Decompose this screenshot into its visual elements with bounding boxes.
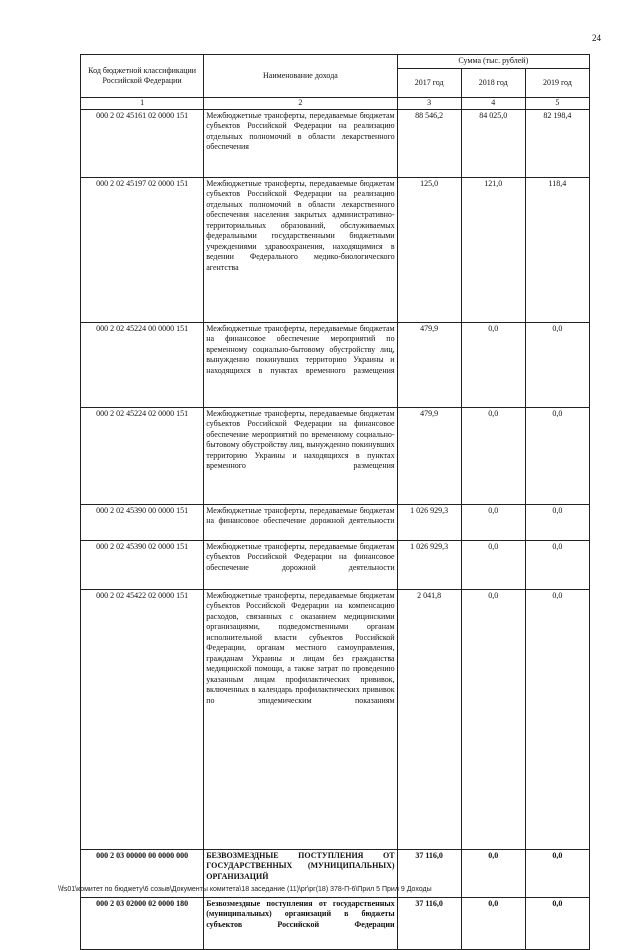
column-index: 4 — [461, 98, 525, 110]
row-value-2018: 0,0 — [461, 589, 525, 849]
row-name: Межбюджетные трансферты, передаваемые бюджетам субъектов Российской Федерации на реализацию отдельных полномочий в области лекарственного обеспечения населения закрытых административно-территориальных образований, обслуживаемых федеральными государственными бюджетными учреждениями здравоохранения, находящимися в ведении Федерального медико-биологического агентства — [204, 177, 397, 322]
row-code: 000 2 02 45224 00 0000 151 — [81, 322, 204, 407]
row-value-2017: 88 546,2 — [397, 109, 461, 177]
row-value-2017: 37 116,0 — [397, 897, 461, 949]
column-index: 5 — [525, 98, 589, 110]
row-code: 000 2 03 02000 02 0000 180 — [81, 897, 204, 949]
row-code: 000 2 02 45161 02 0000 151 — [81, 109, 204, 177]
table-row — [81, 504, 590, 540]
row-value-2019: 0,0 — [525, 897, 589, 949]
row-name: Межбюджетные трансферты, передаваемые бюджетам субъектов Российской Федерации на финансовое обеспечение мероприятий по временному социально-бытовому обустройству лиц, вынужденно покинувших территорию Украины и находящихся в пунктах временного размещения — [204, 407, 397, 504]
row-value-2017: 37 116,0 — [397, 849, 461, 897]
row-value-2018: 0,0 — [461, 504, 525, 540]
header-sum: Сумма (тыс. рублей) — [397, 55, 589, 69]
row-value-2019: 0,0 — [525, 407, 589, 504]
row-value-2018: 84 025,0 — [461, 109, 525, 177]
header-name: Наименование дохода — [204, 55, 397, 98]
page-number: 24 — [592, 33, 601, 43]
row-value-2018: 0,0 — [461, 322, 525, 407]
header-year-2019: 2019 год — [525, 68, 589, 97]
column-index: 3 — [397, 98, 461, 110]
row-name: Межбюджетные трансферты, передаваемые бюджетам субъектов Российской Федерации на реализацию отдельных полномочий в области лекарственного обеспечения — [204, 109, 397, 177]
table-row — [81, 589, 590, 849]
column-index: 1 — [81, 98, 204, 110]
row-value-2019: 0,0 — [525, 849, 589, 897]
revenue-table — [80, 54, 590, 950]
row-name: БЕЗВОЗМЕЗДНЫЕ ПОСТУПЛЕНИЯ ОТ ГОСУДАРСТВЕННЫХ (МУНИЦИПАЛЬНЫХ) ОРГАНИЗАЦИЙ — [204, 849, 397, 897]
row-code: 000 2 02 45422 02 0000 151 — [81, 589, 204, 849]
row-name: Межбюджетные трансферты, передаваемые бюджетам субъектов Российской Федерации на компенсацию расходов, связанных с оказанием медицинскими организациями, подведомственными органам исполнительной власти субъектов Российской Федерации, органам местного самоуправления, гражданам Украины и лицам без гражданства медицинской помощи, а также затрат по проведению указанным лицам профилактических прививок, включенных в календарь профилактических прививок по эпидемическим показаниям — [204, 589, 397, 849]
row-code: 000 2 02 45390 02 0000 151 — [81, 540, 204, 589]
header-year-2017: 2017 год — [397, 68, 461, 97]
row-value-2018: 0,0 — [461, 407, 525, 504]
table-row — [81, 322, 590, 407]
row-value-2017: 1 026 929,3 — [397, 504, 461, 540]
row-value-2019: 0,0 — [525, 540, 589, 589]
row-name: Межбюджетные трансферты, передаваемые бюджетам на финансовое обеспечение дорожной деятельности — [204, 504, 397, 540]
table-row — [81, 177, 590, 322]
row-code: 000 2 02 45197 02 0000 151 — [81, 177, 204, 322]
row-value-2018: 121,0 — [461, 177, 525, 322]
row-code: 000 2 02 45224 02 0000 151 — [81, 407, 204, 504]
table-row — [81, 540, 590, 589]
row-value-2019: 0,0 — [525, 322, 589, 407]
row-code: 000 2 03 00000 00 0000 000 — [81, 849, 204, 897]
header-year-2018: 2018 год — [461, 68, 525, 97]
row-value-2018: 0,0 — [461, 540, 525, 589]
row-value-2018: 0,0 — [461, 849, 525, 897]
row-value-2017: 1 026 929,3 — [397, 540, 461, 589]
table-row — [81, 109, 590, 177]
table-row — [81, 407, 590, 504]
row-value-2019: 82 198,4 — [525, 109, 589, 177]
row-value-2019: 0,0 — [525, 504, 589, 540]
row-value-2019: 118,4 — [525, 177, 589, 322]
header-code: Код бюджетной классификации Российской Федерации — [81, 55, 204, 98]
row-value-2019: 0,0 — [525, 589, 589, 849]
row-value-2018: 0,0 — [461, 897, 525, 949]
column-index: 2 — [204, 98, 397, 110]
row-value-2017: 2 041,8 — [397, 589, 461, 849]
row-value-2017: 479,9 — [397, 407, 461, 504]
row-code: 000 2 02 45390 00 0000 151 — [81, 504, 204, 540]
file-path-footer: \\fs01\комитет по бюджету\6 созыв\Документы комитета\18 заседание (11)\рг\рг(18) 378-П-6\Прил 5 Прил 9 Доходы — [58, 886, 432, 893]
row-name: Межбюджетные трансферты, передаваемые бюджетам субъектов Российской Федерации на финансовое обеспечение дорожной деятельности — [204, 540, 397, 589]
row-value-2017: 125,0 — [397, 177, 461, 322]
row-value-2017: 479,9 — [397, 322, 461, 407]
row-name: Межбюджетные трансферты, передаваемые бюджетам на финансовое обеспечение мероприятий по временному социально-бытовому обустройству лиц, вынужденно покинувших территорию Украины и находящихся в пунктах временного размещения — [204, 322, 397, 407]
row-name: Безвозмездные поступления от государственных (муниципальных) организаций в бюджеты субъектов Российской Федерации — [204, 897, 397, 949]
